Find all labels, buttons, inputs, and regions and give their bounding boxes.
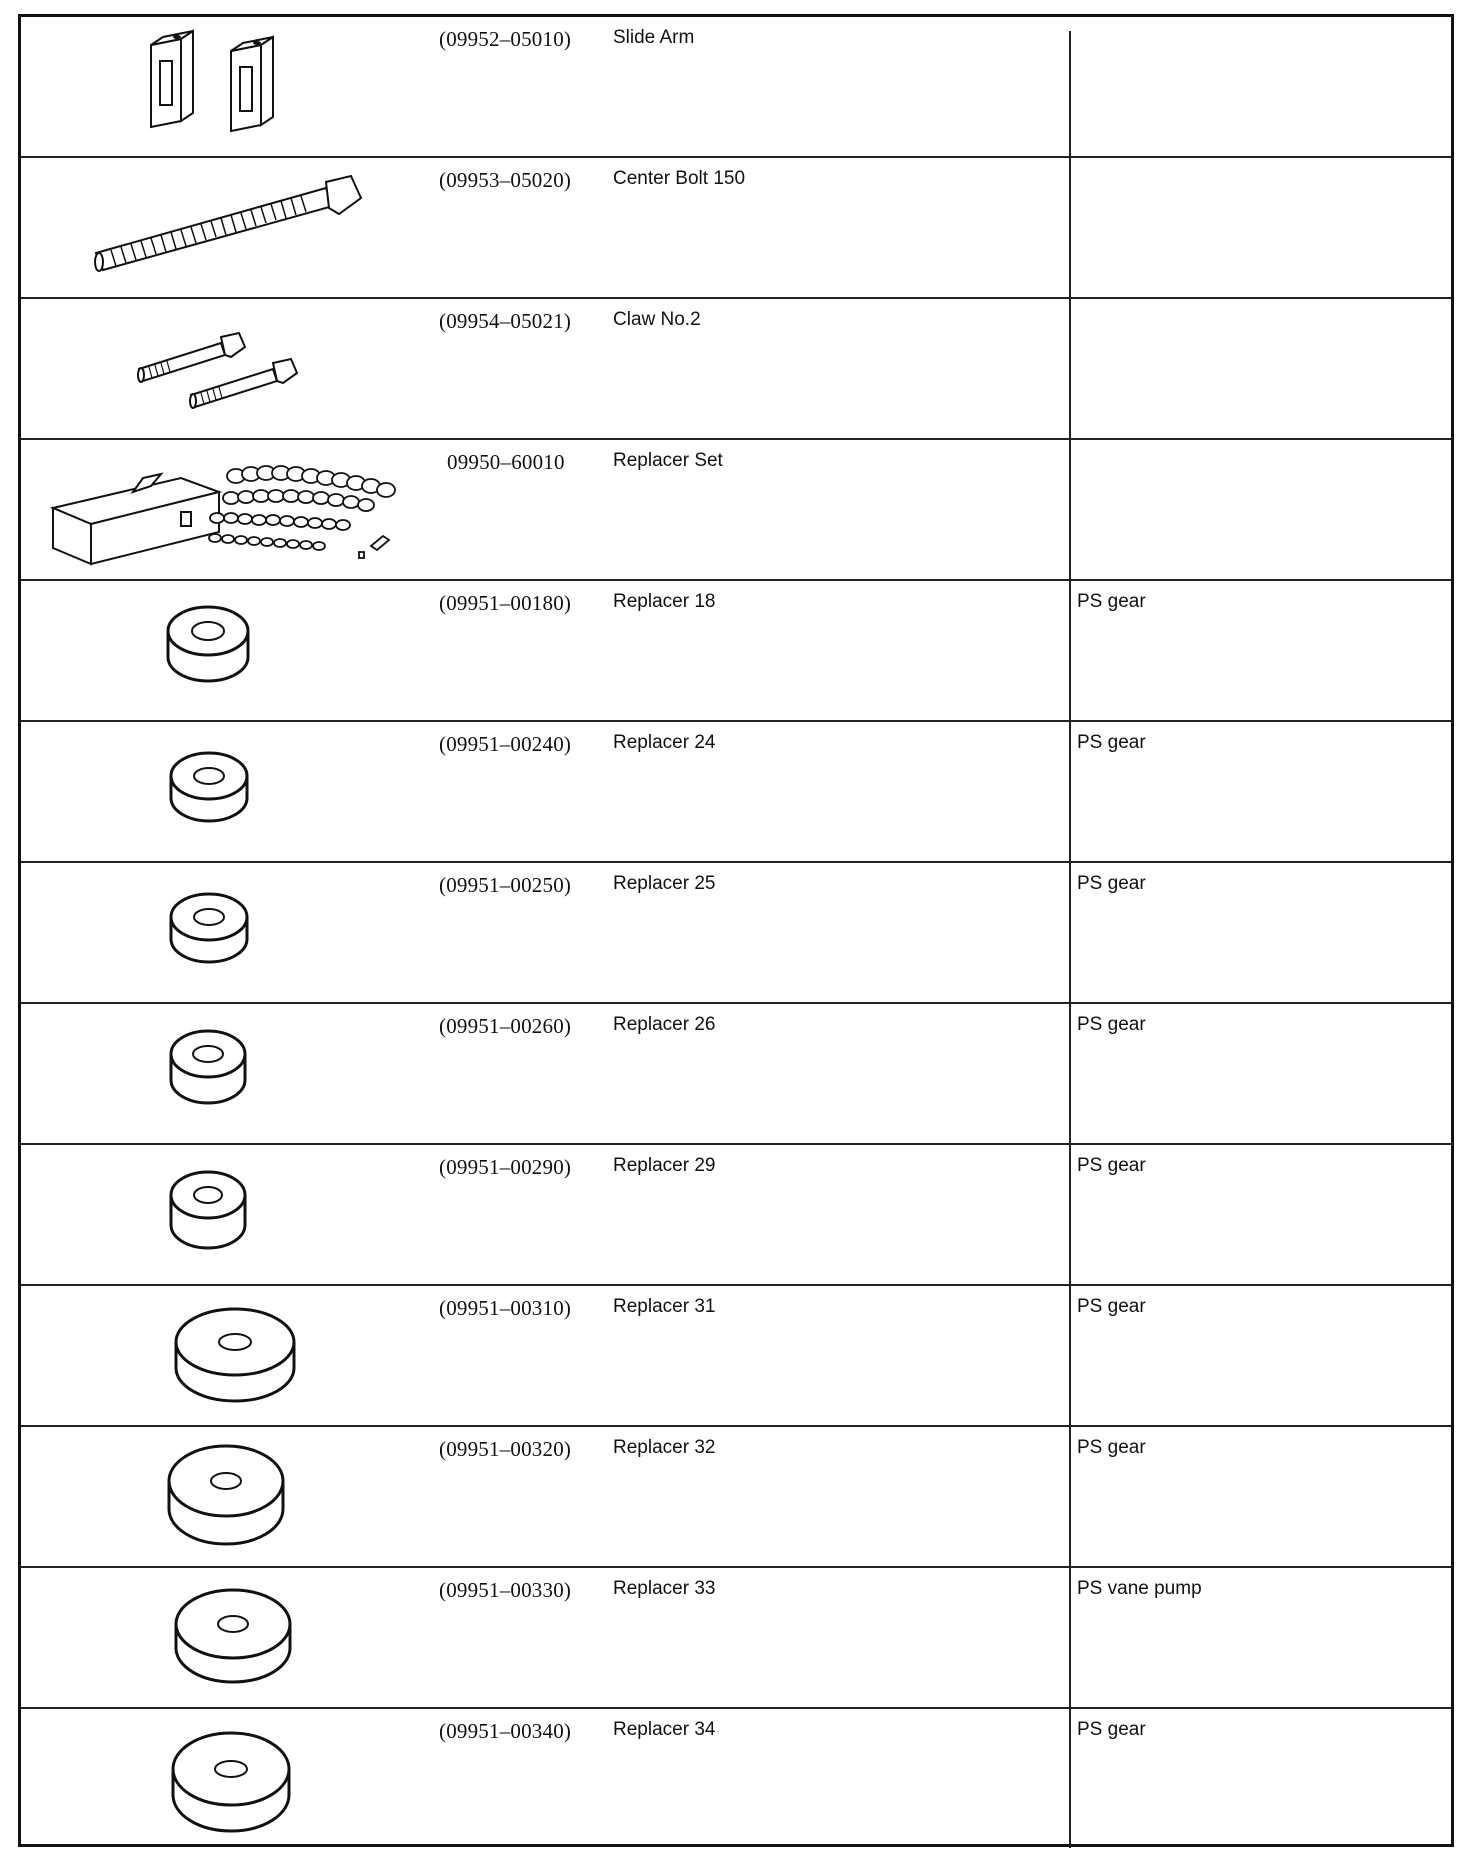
replacer-ring-icon [21,1568,441,1707]
part-number: (09951–00240) [439,732,572,756]
table-row [21,299,1451,440]
part-number: (09951–00290) [439,1155,572,1179]
center-bolt-icon [21,158,441,297]
tool-note: PS gear [1077,591,1146,612]
tool-name: Slide Arm [613,27,695,48]
part-number: (09952–05010) [439,27,572,51]
part-number: (09951–00250) [439,873,572,897]
table-row [21,1568,1451,1709]
replacer-ring-icon [21,1286,441,1425]
table-row [21,1427,1451,1568]
replacer-ring-icon [21,1145,441,1284]
tool-note: PS gear [1077,1014,1146,1035]
tool-name: Center Bolt 150 [613,168,746,189]
part-number: (09954–05021) [439,309,572,333]
part-number: (09951–00320) [439,1437,572,1461]
tool-note: PS gear [1077,1437,1146,1458]
replacer-ring-icon [21,1427,441,1566]
tool-name: Replacer 33 [613,1578,716,1599]
table-row [21,17,1451,158]
tool-name: Replacer 18 [613,591,716,612]
tool-note: PS vane pump [1077,1578,1202,1599]
tool-note: PS gear [1077,1296,1146,1317]
tool-name: Claw No.2 [613,309,701,330]
tool-name: Replacer 32 [613,1437,716,1458]
part-number: (09951–00340) [439,1719,572,1743]
tool-name: Replacer 25 [613,873,716,894]
tool-name: Replacer 24 [613,732,716,753]
tool-note: PS gear [1077,873,1146,894]
part-number: (09953–05020) [439,168,572,192]
replacer-ring-icon [21,1709,441,1848]
tool-note: PS gear [1077,1155,1146,1176]
replacer-ring-icon [21,581,441,720]
table-row [21,440,1451,581]
table-row [21,863,1451,1004]
table-row [21,1286,1451,1427]
part-number: (09951–00260) [439,1014,572,1038]
tool-name: Replacer 29 [613,1155,716,1176]
tool-note: PS gear [1077,1719,1146,1740]
replacer-ring-icon [21,722,441,861]
tool-note: PS gear [1077,732,1146,753]
tool-name: Replacer 26 [613,1014,716,1035]
table-row [21,1709,1451,1850]
replacer-ring-icon [21,1004,441,1143]
table-row [21,1145,1451,1286]
part-number: (09951–00180) [439,591,572,615]
part-number: (09951–00330) [439,1578,572,1602]
part-number: 09950–60010 [447,450,565,474]
slide-arm-icon [21,17,441,156]
tool-name: Replacer 34 [613,1719,716,1740]
table-row [21,158,1451,299]
tool-name: Replacer 31 [613,1296,716,1317]
tool-name: Replacer Set [613,450,723,471]
part-number: (09951–00310) [439,1296,572,1320]
replacer-set-icon [21,440,441,579]
table-row [21,581,1451,722]
special-tools-table [18,14,1454,1847]
table-row [21,722,1451,863]
claw-icon [21,299,441,438]
replacer-ring-icon [21,863,441,1002]
table-row [21,1004,1451,1145]
